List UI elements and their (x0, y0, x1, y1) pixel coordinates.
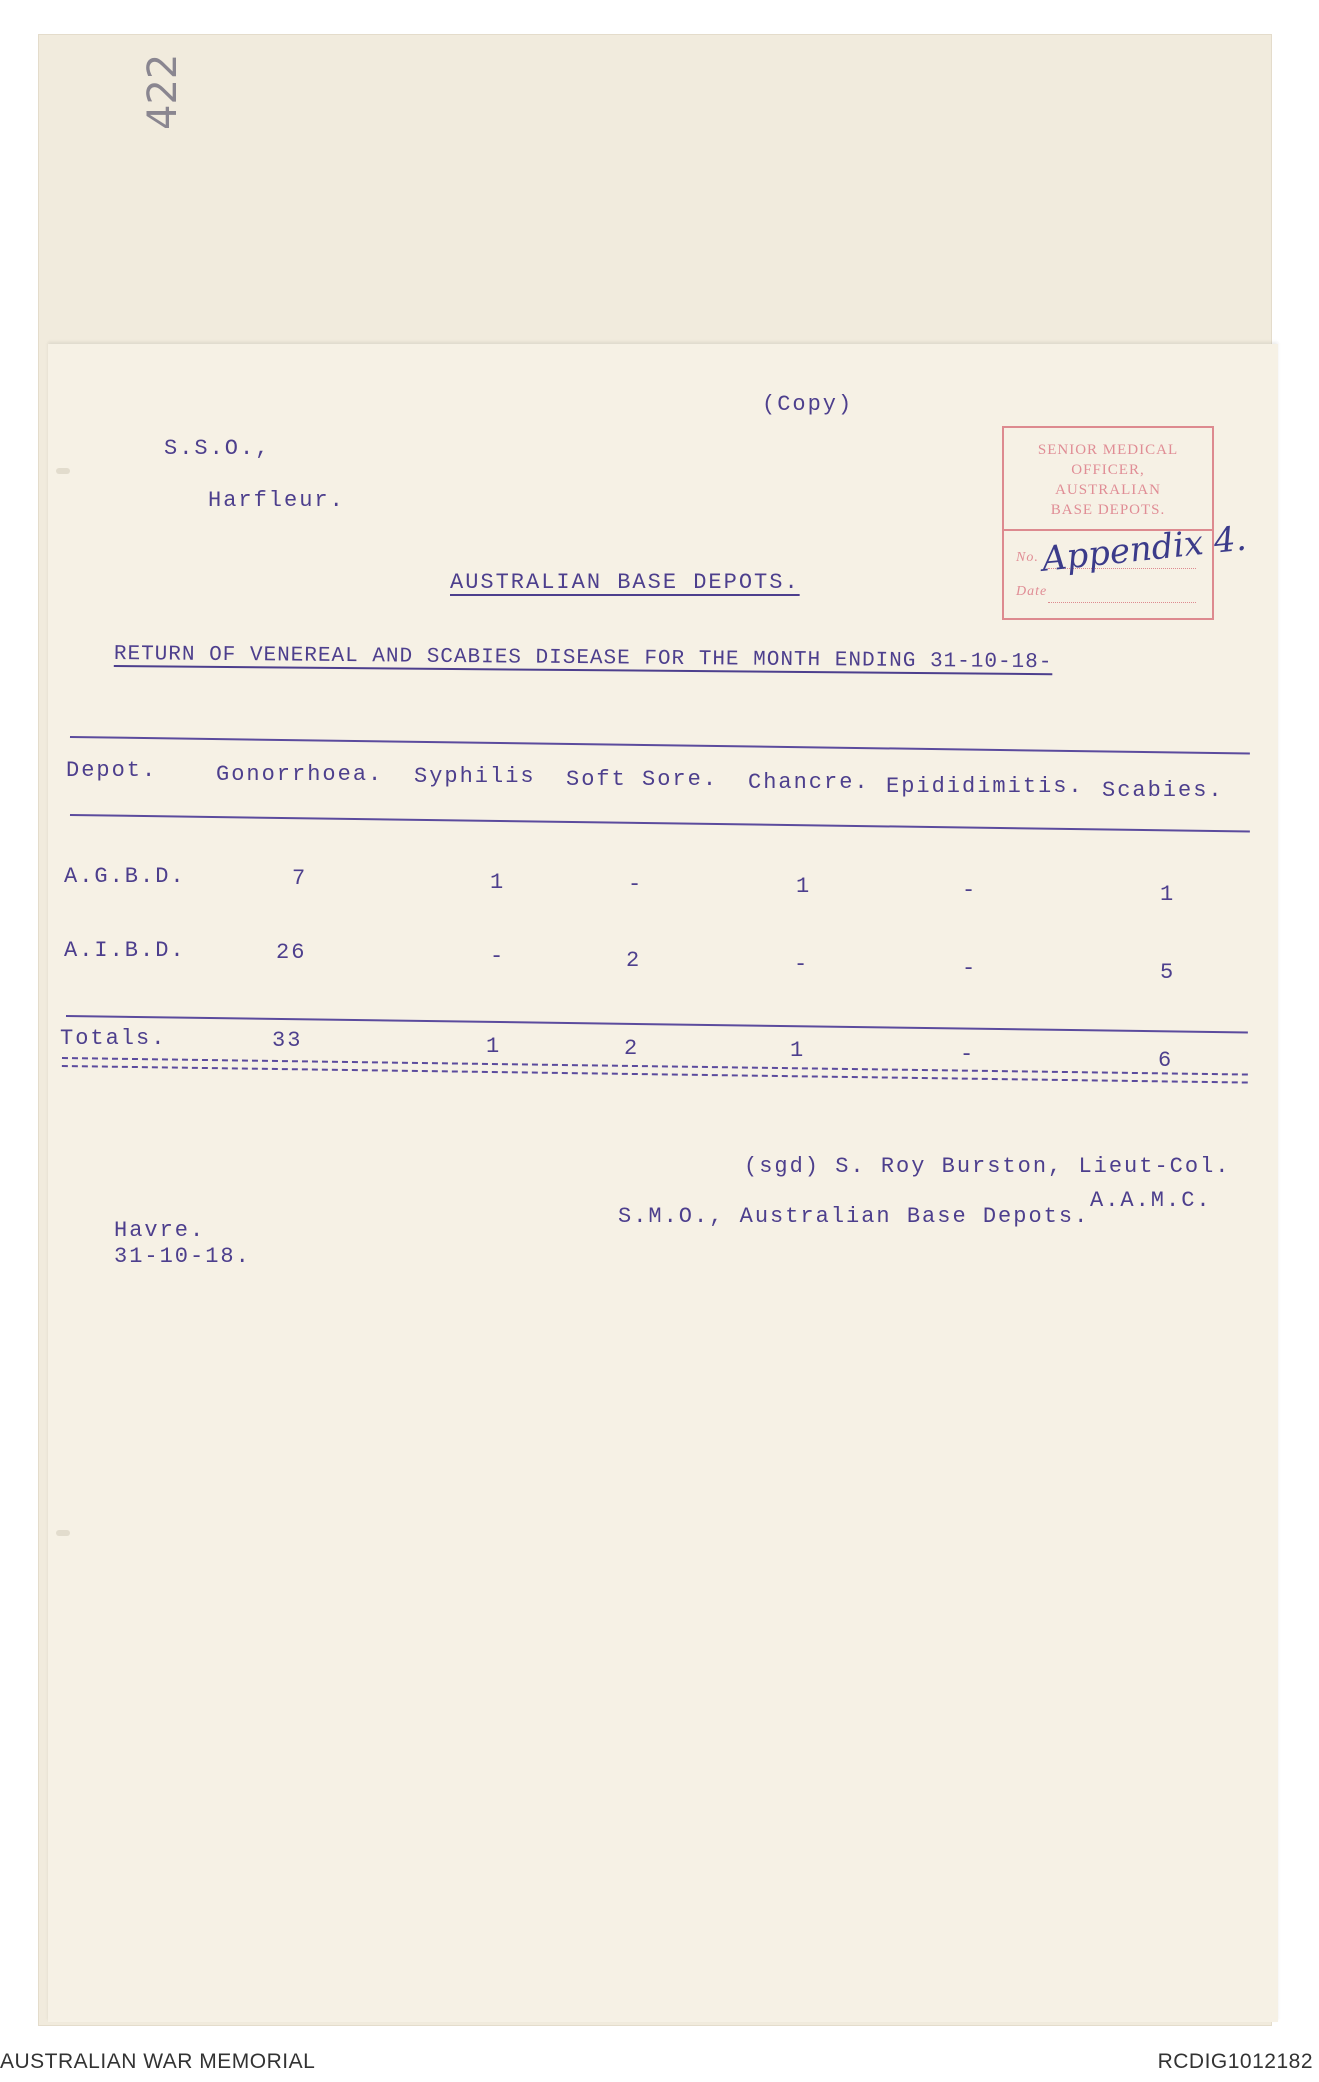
cell-depot: A.G.B.D. (64, 864, 186, 889)
header-epididimitis: Epididimitis. (886, 774, 1084, 799)
header-chancre: Chancre. (748, 770, 870, 795)
cell-epididimitis: - (962, 878, 978, 903)
stamp-date-line (1048, 602, 1196, 603)
totals-epididimitis: - (960, 1042, 976, 1067)
cell-chancre: - (794, 952, 810, 977)
cell-chancre: 1 (796, 874, 812, 899)
header-syphilis: Syphilis (414, 764, 536, 789)
signature-line-3: S.M.O., Australian Base Depots. (618, 1204, 1090, 1229)
cell-epididimitis: - (962, 956, 978, 981)
header-soft-sore: Soft Sore. (566, 767, 719, 792)
header-gonorrhoea: Gonorrhoea. (216, 762, 384, 787)
folio-number: 422 (140, 53, 186, 130)
punch-hole (56, 1530, 70, 1536)
cell-gonorrhoea: 7 (292, 866, 308, 891)
totals-chancre: 1 (790, 1038, 806, 1063)
cell-syphilis: - (490, 944, 506, 969)
stamp-date-label: Date (1016, 584, 1048, 599)
cell-gonorrhoea: 26 (276, 940, 307, 965)
totals-gonorrhoea: 33 (272, 1028, 303, 1053)
receipt-stamp (1002, 426, 1214, 620)
document-title: AUSTRALIAN BASE DEPOTS. (450, 570, 800, 595)
footer-archive-name: AUSTRALIAN WAR MEMORIAL (0, 2050, 316, 2073)
copy-mark: (Copy) (762, 392, 854, 417)
cell-scabies: 1 (1160, 882, 1176, 907)
punch-hole (56, 468, 70, 474)
place: Havre. (114, 1218, 206, 1243)
totals-soft-sore: 2 (624, 1036, 640, 1061)
stamp-line: OFFICER, (1071, 462, 1145, 478)
header-depot: Depot. (66, 758, 158, 783)
addressee-line-1: S.S.O., (164, 436, 271, 461)
signature-line-1: (sgd) S. Roy Burston, Lieut-Col. (744, 1154, 1231, 1179)
cell-depot: A.I.B.D. (64, 938, 186, 963)
document-date: 31-10-18. (114, 1244, 251, 1269)
stamp-no-label: No. (1016, 550, 1039, 565)
handwritten-annotation: Appendix 4. (1040, 518, 1249, 580)
totals-label: Totals. (60, 1026, 167, 1051)
stamp-line: BASE DEPOTS. (1050, 502, 1166, 518)
header-scabies: Scabies. (1102, 778, 1224, 803)
stamp-text (1004, 440, 1212, 520)
stamp-line: SENIOR MEDICAL (1037, 442, 1179, 458)
footer-item-id: RCDIG1012182 (1157, 2050, 1313, 2073)
stamp-line: AUSTRALIAN (1055, 482, 1161, 498)
totals-scabies: 6 (1158, 1048, 1174, 1073)
cell-soft-sore: 2 (626, 948, 642, 973)
totals-syphilis: 1 (486, 1034, 502, 1059)
cell-soft-sore: - (628, 872, 644, 897)
signature-line-2: A.A.M.C. (1090, 1188, 1212, 1213)
addressee-line-2: Harfleur. (208, 488, 345, 513)
cell-scabies: 5 (1160, 960, 1176, 985)
document-subtitle: RETURN OF VENEREAL AND SCABIES DISEASE FOR THE MONTH ENDING 31-10-18- (113, 643, 1053, 675)
cell-syphilis: 1 (490, 870, 506, 895)
